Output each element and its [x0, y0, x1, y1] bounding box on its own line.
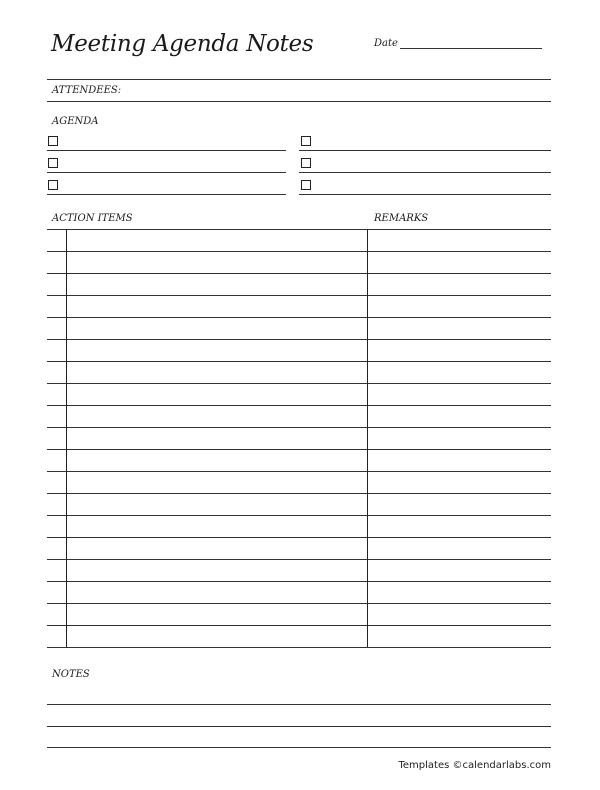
action-item-cell[interactable]	[68, 319, 366, 338]
action-item-cell[interactable]	[68, 605, 366, 624]
divider	[47, 79, 551, 80]
table-row-line	[47, 449, 551, 450]
remarks-cell[interactable]	[368, 429, 550, 448]
table-border	[47, 647, 551, 648]
agenda-item-line[interactable]	[299, 172, 551, 173]
table-border	[47, 229, 551, 230]
action-item-cell[interactable]	[68, 473, 366, 492]
action-item-cell[interactable]	[68, 539, 366, 558]
action-item-cell[interactable]	[68, 253, 366, 272]
remarks-cell[interactable]	[368, 605, 550, 624]
action-item-cell[interactable]	[68, 385, 366, 404]
remarks-cell[interactable]	[368, 385, 550, 404]
action-item-cell[interactable]	[68, 627, 366, 646]
action-item-cell[interactable]	[68, 231, 366, 250]
remarks-cell[interactable]	[368, 517, 550, 536]
table-row-line	[47, 339, 551, 340]
footer-credit: Templates ©calendarlabs.com	[398, 760, 551, 771]
notes-line[interactable]	[47, 726, 551, 727]
remarks-cell[interactable]	[368, 451, 550, 470]
remarks-cell[interactable]	[368, 341, 550, 360]
agenda-item-line[interactable]	[299, 194, 551, 195]
page-title: Meeting Agenda Notes	[51, 31, 314, 57]
remarks-cell[interactable]	[368, 495, 550, 514]
remarks-cell[interactable]	[368, 297, 550, 316]
agenda-checkbox[interactable]	[48, 180, 58, 190]
action-item-cell[interactable]	[68, 451, 366, 470]
agenda-checkbox[interactable]	[48, 136, 58, 146]
action-item-cell[interactable]	[68, 495, 366, 514]
attendees-field[interactable]	[47, 101, 551, 102]
action-item-cell[interactable]	[68, 341, 366, 360]
attendees-label: ATTENDEES:	[52, 85, 122, 96]
remarks-cell[interactable]	[368, 407, 550, 426]
action-item-cell[interactable]	[68, 275, 366, 294]
table-row-line	[47, 295, 551, 296]
table-row-line	[47, 317, 551, 318]
remarks-cell[interactable]	[368, 583, 550, 602]
remarks-cell[interactable]	[368, 253, 550, 272]
remarks-cell[interactable]	[368, 473, 550, 492]
agenda-item-line[interactable]	[47, 194, 286, 195]
table-row-line	[47, 251, 551, 252]
table-row-line	[47, 471, 551, 472]
table-row-line	[47, 537, 551, 538]
action-item-cell[interactable]	[68, 561, 366, 580]
remarks-cell[interactable]	[368, 627, 550, 646]
table-row-line	[47, 427, 551, 428]
remarks-cell[interactable]	[368, 319, 550, 338]
action-item-cell[interactable]	[68, 517, 366, 536]
table-row-line	[47, 405, 551, 406]
remarks-cell[interactable]	[368, 539, 550, 558]
remarks-label: REMARKS	[374, 213, 429, 224]
agenda-label: AGENDA	[52, 116, 99, 127]
action-item-cell[interactable]	[68, 363, 366, 382]
agenda-item-line[interactable]	[47, 172, 286, 173]
action-item-cell[interactable]	[68, 297, 366, 316]
table-row-line	[47, 625, 551, 626]
table-column-divider	[66, 229, 67, 647]
table-row-line	[47, 361, 551, 362]
action-item-cell[interactable]	[68, 429, 366, 448]
agenda-item-line[interactable]	[299, 150, 551, 151]
table-row-line	[47, 603, 551, 604]
table-row-line	[47, 559, 551, 560]
notes-line[interactable]	[47, 704, 551, 705]
table-row-line	[47, 273, 551, 274]
date-field[interactable]	[400, 48, 542, 49]
action-item-cell[interactable]	[68, 407, 366, 426]
agenda-item-line[interactable]	[47, 150, 286, 151]
remarks-cell[interactable]	[368, 275, 550, 294]
table-row-line	[47, 581, 551, 582]
notes-line[interactable]	[47, 747, 551, 748]
notes-label: NOTES	[52, 669, 90, 680]
table-row-line	[47, 493, 551, 494]
table-column-divider	[367, 229, 368, 647]
date-label: Date	[374, 38, 398, 49]
remarks-cell[interactable]	[368, 363, 550, 382]
agenda-checkbox[interactable]	[48, 158, 58, 168]
action-item-cell[interactable]	[68, 583, 366, 602]
action-items-label: ACTION ITEMS	[52, 213, 133, 224]
remarks-cell[interactable]	[368, 561, 550, 580]
agenda-checkbox[interactable]	[301, 136, 311, 146]
agenda-checkbox[interactable]	[301, 180, 311, 190]
table-row-line	[47, 383, 551, 384]
agenda-checkbox[interactable]	[301, 158, 311, 168]
table-row-line	[47, 515, 551, 516]
remarks-cell[interactable]	[368, 231, 550, 250]
